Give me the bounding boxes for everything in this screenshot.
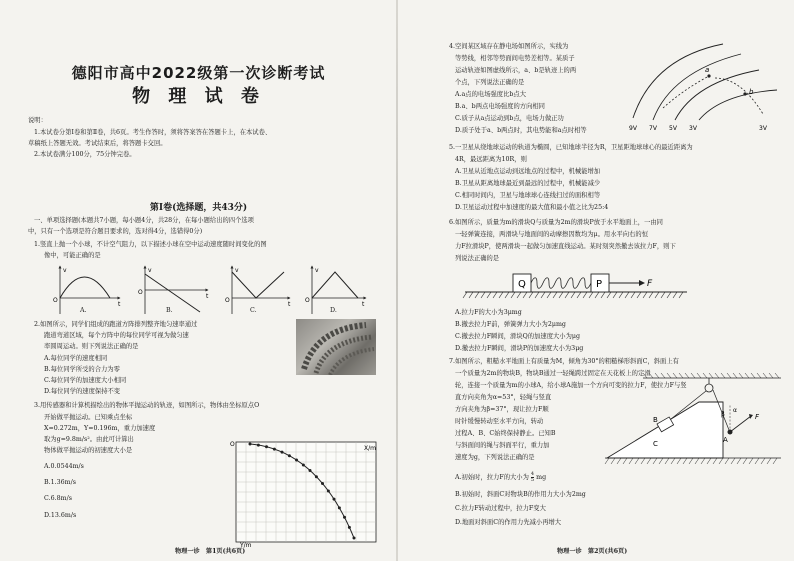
- q3-origin: O: [230, 441, 235, 448]
- q3-stem2: 开始做平抛运动。已知乘点坐标: [44, 414, 133, 421]
- q6-ground-hatch: [643, 292, 647, 298]
- q4-option-b: B.a、b两点电场强度的方向相同: [455, 103, 545, 110]
- q6-spring: [531, 278, 591, 289]
- page-right: [397, 0, 794, 561]
- q7-ceiling-hatch: [703, 373, 707, 378]
- q7-option-a-prefix: A.初始时，拉力F的大小为: [455, 474, 529, 481]
- instructions-heading: 说明：: [28, 117, 47, 124]
- q3-trajectory-dot: [273, 448, 276, 451]
- q6-ground-hatch: [613, 292, 617, 298]
- q7-ceiling-hatch: [649, 373, 653, 378]
- q3-stem4: 取为g=9.8m/s²。由此可计算出: [44, 436, 134, 443]
- q1-label-c: C.: [250, 307, 257, 314]
- q3-option-b: B.1.36m/s: [44, 479, 76, 486]
- q7-ceiling-hatch: [751, 373, 755, 378]
- section1-title: 第Ⅰ卷(选择题，共43分): [149, 203, 248, 213]
- q3-option-c: C.6.8m/s: [44, 495, 72, 502]
- q6-ground-hatch: [607, 292, 611, 298]
- q6-ground-hatch: [601, 292, 605, 298]
- q7-ground-hatch: [695, 458, 699, 464]
- q6-spring-figure: [461, 264, 691, 302]
- q6-ground-hatch: [529, 292, 533, 298]
- q7-ceiling-hatch: [745, 373, 749, 378]
- exam-subject: 物 理 试 卷: [132, 86, 265, 107]
- q2-track-photo: [296, 319, 376, 375]
- q6-block-q: Q: [518, 279, 526, 290]
- q7-ground-hatch: [755, 458, 759, 464]
- q7-ground-hatch: [743, 458, 747, 464]
- q2-option-a: A.每位同学的速度相同: [44, 355, 108, 362]
- q7-ground-hatch: [605, 458, 609, 464]
- q7-ground-hatch: [761, 458, 765, 464]
- q3-trajectory-dot: [249, 443, 252, 446]
- q4-point-b: b: [749, 88, 754, 96]
- q7-stem6: 时针缓慢转动至水平方向，转动: [455, 418, 544, 425]
- q6-option-b: B.撤去拉力F前，弹簧弹力大小为2μmg: [455, 321, 566, 328]
- q7-stem2: 一个质量为2m的物块B，物块B通过一轻绳跨过固定在天花板上的定滑: [455, 370, 651, 377]
- q7-stem7: 过程A、B、C始终保持静止。已知B: [455, 430, 556, 437]
- q2-track-image: [296, 319, 376, 375]
- q7-ground-hatch: [611, 458, 615, 464]
- q1-stem2: 像中，可能正确的是: [44, 252, 101, 259]
- q7-stem3: 轮，连接一个质量为m的小球A，给小球A施加一个方向可变的拉力F，使拉力F与竖: [455, 382, 687, 389]
- q4-pot-3v-a: 3V: [689, 125, 697, 132]
- instructions-line1: 1.本试卷分第Ⅰ卷和第Ⅱ卷，共6页。考生作答时，须将答案答在答题卡上，在本试卷、: [34, 129, 272, 136]
- q1-a-o: O: [53, 297, 58, 304]
- q4-pot-5v: 5V: [669, 125, 677, 132]
- q7-ground-hatch: [623, 458, 627, 464]
- q7-ground-hatch: [731, 458, 735, 464]
- q4-stem1: 4.空间某区域存在静电场如图所示，实线为: [449, 43, 569, 50]
- q7-ground-hatch: [701, 458, 705, 464]
- q3-option-d: D.13.6m/s: [44, 512, 77, 519]
- q7-ceiling-hatch: [775, 373, 779, 378]
- q4-stem3: 运动轨迹如图虚线所示，a、b是轨迹上的两: [455, 67, 577, 74]
- q7-ground-hatch: [629, 458, 633, 464]
- q3-trajectory-dot: [321, 482, 324, 485]
- q3-trajectory-dot: [302, 463, 305, 466]
- q6-ground-hatch: [475, 292, 479, 298]
- q7-ground-hatch: [713, 458, 717, 464]
- q2-stem2: 跑道弯道区域，每个方阵中的每位同学可视为做匀速: [44, 332, 189, 339]
- q7-ceiling-hatch: [715, 373, 719, 378]
- q3-trajectory-dot: [353, 537, 356, 540]
- q3-axis-y: Y/m: [240, 542, 252, 548]
- q1-d-v: v: [315, 267, 319, 274]
- q3-trajectory-dot: [348, 526, 351, 529]
- q6-ground-hatch: [667, 292, 671, 298]
- q6-ground-hatch: [499, 292, 503, 298]
- q6-ground-hatch: [493, 292, 497, 298]
- q7-ceiling-hatch: [757, 373, 761, 378]
- q7-ceiling-hatch: [721, 373, 725, 378]
- q7-ground-hatch: [677, 458, 681, 464]
- instructions-line2: 草稿纸上答题无效。考试结束后，将答题卡交回。: [28, 140, 167, 147]
- q6-ground-hatch: [649, 292, 653, 298]
- q3-stem5: 物体做平抛运动的初速度大小是: [44, 447, 133, 454]
- q7-ceiling-hatch: [673, 373, 677, 378]
- q6-ground-hatch: [679, 292, 683, 298]
- q1-c-t: t: [288, 301, 291, 308]
- q7-label-f: F: [755, 413, 760, 421]
- q7-frac-num: 4: [530, 471, 535, 477]
- q7-ceiling-hatch: [733, 373, 737, 378]
- instructions-line3: 2.本试卷满分100分，75分钟完卷。: [34, 151, 136, 158]
- q2-option-c: C.每位同学的加速度大小相同: [44, 377, 127, 384]
- q1-graph-b: [138, 266, 209, 314]
- q6-ground-hatch: [631, 292, 635, 298]
- q6-ground-hatch: [517, 292, 521, 298]
- q3-trajectory-dot: [333, 498, 336, 501]
- q1-graphs: [40, 262, 370, 320]
- q7-ground-hatch: [737, 458, 741, 464]
- q7-ground-hatch: [683, 458, 687, 464]
- q7-option-a: [455, 472, 546, 483]
- q4-stem4: 个点，下列说法正确的是: [455, 79, 525, 86]
- q2-stem1: 2.如图所示，同学们组成的跑道方阵排列整齐地匀速率通过: [34, 321, 198, 328]
- q6-ground-hatch: [655, 292, 659, 298]
- q6-ground-hatch: [559, 292, 563, 298]
- q3-trajectory-figure: [228, 436, 382, 548]
- q1-label-b: B.: [166, 307, 173, 314]
- q6-ground-hatch: [547, 292, 551, 298]
- q6-block-p: P: [596, 279, 603, 290]
- q6-ground-hatch: [661, 292, 665, 298]
- q6-ground-hatch: [673, 292, 677, 298]
- q3-trajectory-dot: [257, 444, 260, 447]
- q7-label-a: A: [723, 436, 728, 444]
- q4-stem2: 等势线，相邻等势面间电势差相等。某质子: [455, 55, 575, 62]
- q3-axis-x: X/m: [364, 445, 376, 452]
- q1-c-o: O: [225, 297, 230, 304]
- q6-ground-hatch: [619, 292, 623, 298]
- footer-right: 物理一诊 第2页(共6页): [557, 548, 628, 555]
- q3-trajectory-dot: [338, 506, 341, 509]
- q6-option-c: C.撤去拉力F瞬间，滑块Q的加速度大小为μg: [455, 333, 580, 340]
- q7-stem5: 方向夹角为β=37°，现让拉力F顺: [455, 406, 549, 413]
- q4-option-c: C.质子从a点运动到b点，电场力做正功: [455, 115, 564, 122]
- q3-trajectory-dot: [265, 445, 268, 448]
- q7-ground-hatch: [665, 458, 669, 464]
- q3-stem1: 3.用传感器和计算机描绘出的物体平抛运动的轨迹，如图所示，物体由坐标原点O: [34, 402, 260, 409]
- q4-point-a: a: [705, 66, 710, 74]
- q7-ground-hatch: [719, 458, 723, 464]
- q6-ground-hatch: [571, 292, 575, 298]
- q2-option-b: B.每位同学所受的合力为零: [44, 366, 120, 373]
- q6-ground-hatch: [589, 292, 593, 298]
- q7-ground-hatch: [617, 458, 621, 464]
- q7-stem4: 直方向夹角为α=53°，轻绳与竖直: [455, 394, 552, 401]
- q2-stem3: 率圆周运动。则下列说法正确的是: [44, 343, 139, 350]
- q1-graph-a: [53, 266, 121, 314]
- q3-trajectory-dot: [288, 454, 291, 457]
- q6-ground-hatch: [463, 292, 467, 298]
- q1-b-t: t: [206, 293, 209, 300]
- q1-d-o: O: [305, 297, 310, 304]
- footer-left: 物理一诊 第1页(共6页): [175, 548, 246, 555]
- q7-stem9: 速度为g，下列说法正确的是: [455, 454, 535, 461]
- q1-stem1: 1.竖直上抛一个小球，不计空气阻力，以下描述小球在空中运动速度随时间变化的图: [34, 241, 267, 248]
- q3-trajectory-dot: [295, 459, 298, 462]
- q7-ceiling-hatch: [727, 373, 731, 378]
- q7-option-a-suffix: mg: [536, 474, 547, 481]
- q6-ground-hatch: [535, 292, 539, 298]
- q1-graph-c: [225, 266, 291, 314]
- q7-ground-hatch: [647, 458, 651, 464]
- q7-label-b: B: [653, 416, 658, 424]
- q5-option-d: D.卫星运动过程中加速度的最大值和最小值之比为25:4: [455, 204, 609, 211]
- q7-ceiling-hatch: [691, 373, 695, 378]
- q6-stem4: 列说法正确的是: [455, 255, 500, 262]
- q7-ground-hatch: [635, 458, 639, 464]
- q3-option-a: A.0.0544m/s: [44, 463, 84, 470]
- q7-incline-figure: [603, 372, 783, 468]
- q6-ground-hatch: [481, 292, 485, 298]
- q6-ground-hatch: [469, 292, 473, 298]
- q7-ceiling-hatch: [697, 373, 701, 378]
- q4-option-a: A.a点的电场强度比b点大: [455, 91, 527, 98]
- q7-ceiling-hatch: [769, 373, 773, 378]
- q6-ground-hatch: [487, 292, 491, 298]
- q4-pot-9v: 9V: [629, 125, 637, 132]
- q7-option-a-fraction: [531, 472, 534, 483]
- q7-ground-hatch: [689, 458, 693, 464]
- q7-ground-hatch: [659, 458, 663, 464]
- q6-option-d: D.撤去拉力F瞬间，滑块P的加速度大小为3μg: [455, 345, 584, 352]
- q1-a-v: v: [63, 267, 67, 274]
- q3-trajectory-dot: [327, 490, 330, 493]
- q6-ground-hatch: [505, 292, 509, 298]
- q4-pot-7v: 7V: [649, 125, 657, 132]
- q7-ceiling-hatch: [685, 373, 689, 378]
- q5-stem1: 5.一卫星从绕地球运动的轨道为椭圆，已知地球半径为R，卫星距地球球心的最近距离为: [449, 144, 693, 151]
- q6-ground-hatch: [583, 292, 587, 298]
- q3-trajectory-dot: [281, 451, 284, 454]
- q1-d-t: t: [362, 301, 365, 308]
- q1-b-o: O: [138, 289, 143, 296]
- q4-pot-3v-b: 3V: [759, 125, 767, 132]
- section1-intro2: 中，只有一个选项是符合题目要求的，选对得4分，选错得0分): [28, 228, 203, 235]
- q6-ground-hatch: [565, 292, 569, 298]
- q7-option-d: D.地面对斜面C的作用力先减小再增大: [455, 519, 562, 526]
- q7-ground-hatch: [749, 458, 753, 464]
- q6-ground-hatch: [595, 292, 599, 298]
- q7-label-c: C: [653, 440, 658, 448]
- q6-ground-hatch: [625, 292, 629, 298]
- q1-a-t: t: [118, 301, 121, 308]
- q4-field-figure: [623, 38, 785, 134]
- q4-option-d: D.质子处于a、b两点时，其电势能和a点时相等: [455, 127, 587, 134]
- q6-force-f: F: [647, 279, 653, 289]
- q6-stem3: 力F拉滑块P，使两滑块一起做匀加速直线运动。某时刻突然撤去该拉力F，则下: [455, 243, 676, 250]
- q3-trajectory-dot: [309, 469, 312, 472]
- q7-frac-den: 5: [530, 477, 535, 483]
- q7-ground-hatch: [641, 458, 645, 464]
- q7-ceiling-hatch: [709, 373, 713, 378]
- q6-stem2: 一轻弹簧连接，两滑块与地面间的动摩擦因数均为μ。用水平向右的恒: [455, 231, 648, 238]
- q6-option-a: A.拉力F的大小为3μmg: [455, 309, 522, 316]
- q7-ground-hatch: [725, 458, 729, 464]
- q5-option-a: A.卫星从近地点运动到远地点的过程中，机械能增加: [455, 168, 601, 175]
- q5-stem2: 4R，最远距离为10R，则: [455, 156, 527, 163]
- q1-b-v: v: [148, 267, 152, 274]
- q7-option-c: C.拉力F转动过程中，拉力F变大: [455, 505, 546, 512]
- q7-stem1: 7.如图所示，粗糙水平地面上有质量为M，倾角为30°的粗糙梯形斜面C，斜面上有: [449, 358, 679, 365]
- q7-ceiling-hatch: [739, 373, 743, 378]
- q1-label-a: A.: [80, 307, 87, 314]
- q7-ceiling-hatch: [679, 373, 683, 378]
- q7-ground-hatch: [653, 458, 657, 464]
- q7-label-alpha: α: [733, 407, 737, 414]
- q3-trajectory-dot: [315, 475, 318, 478]
- q7-ground-hatch: [707, 458, 711, 464]
- q3-stem3: X=0.272m，Y=0.196m，重力加速度: [44, 425, 156, 432]
- q7-ceiling-hatch: [655, 373, 659, 378]
- q6-ground-hatch: [523, 292, 527, 298]
- q7-ceiling-hatch: [763, 373, 767, 378]
- q7-ground-hatch: [773, 458, 777, 464]
- q6-ground-hatch: [511, 292, 515, 298]
- q6-ground-hatch: [637, 292, 641, 298]
- q1-label-d: D.: [330, 307, 337, 314]
- q7-ceiling-hatch: [667, 373, 671, 378]
- q7-ceiling-hatch: [643, 373, 647, 378]
- section1-intro1: 一、单项选择题(本题共7小题，每小题4分，共28分，在每小题给出的四个选项: [34, 217, 254, 224]
- q7-ground-hatch: [767, 458, 771, 464]
- q6-stem1: 6.如图所示，质量为m的滑块Q与质量为2m的滑块P放于水平地面上，一由同: [449, 219, 663, 226]
- q5-option-c: C.相同时间内，卫星与地球球心连线扫过的面积相等: [455, 192, 601, 199]
- exam-title: 德阳市高中2022级第一次诊断考试: [71, 64, 326, 82]
- q6-ground-hatch: [577, 292, 581, 298]
- q6-ground-hatch: [541, 292, 545, 298]
- q7-ground-hatch: [671, 458, 675, 464]
- q7-stem8: 与斜面间的绳与斜面平行，重力加: [455, 442, 550, 449]
- q7-option-b: B.初始时，斜面C对物块B的作用力大小为2mg: [455, 491, 586, 498]
- q5-option-b: B.卫星从距离地球最近到最远的过程中，机械能减少: [455, 180, 601, 187]
- q7-label-beta: β: [721, 411, 725, 418]
- q2-option-d: D.每位同学的速度保持不变: [44, 388, 121, 395]
- q6-ground-hatch: [553, 292, 557, 298]
- q3-trajectory-dot: [343, 516, 346, 519]
- q1-c-v: v: [235, 267, 239, 274]
- q7-ceiling-hatch: [661, 373, 665, 378]
